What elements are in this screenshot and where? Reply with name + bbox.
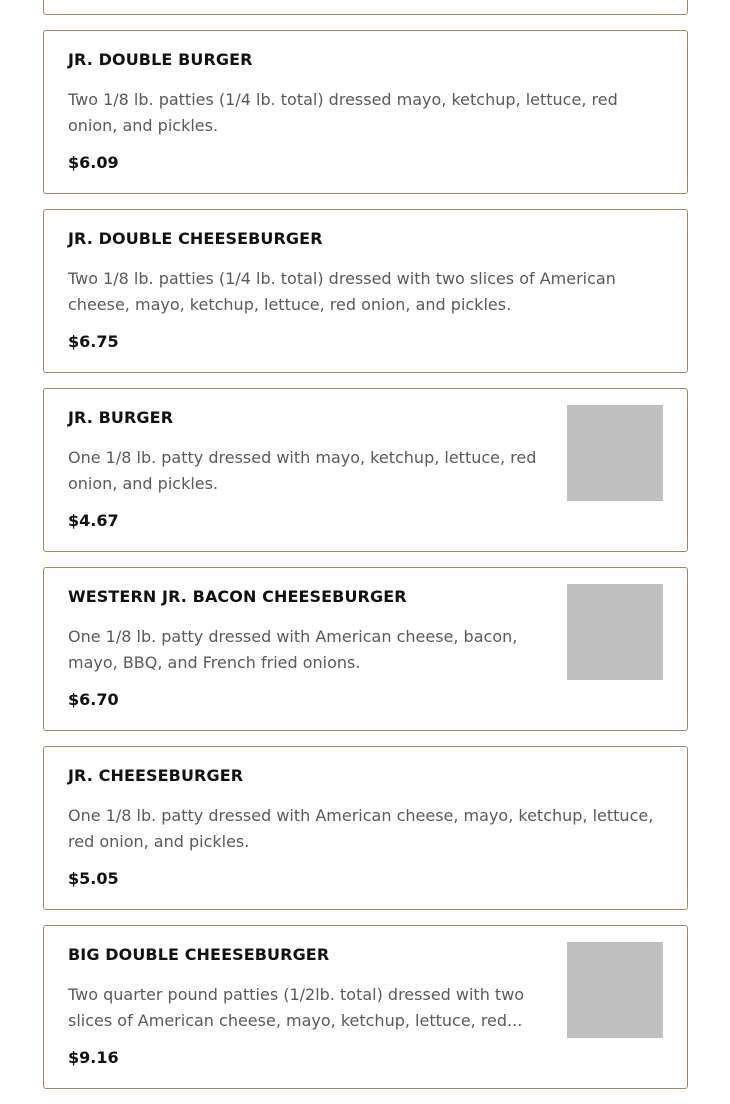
menu-item-image[interactable]	[567, 584, 663, 680]
menu-item-price: $6.75	[68, 332, 119, 351]
menu-item-card[interactable]	[43, 925, 688, 1089]
menu-item-body	[68, 228, 663, 353]
menu-item-name: WESTERN JR. BACON CHEESEBURGER	[68, 587, 407, 606]
menu-item-name: JR. CHEESEBURGER	[68, 766, 244, 785]
menu-item-image[interactable]	[567, 405, 663, 501]
menu-item-name: JR. BURGER	[68, 408, 174, 427]
menu-item-description: Two quarter pound patties (1/2lb. total) dressed with two slices of American cheese, mayo, ketchup, lettuce, red...	[68, 985, 525, 1030]
menu-item-name: JR. DOUBLE CHEESEBURGER	[68, 229, 323, 248]
menu-item-description: One 1/8 lb. patty dressed with American cheese, bacon, mayo, BBQ, and French fried onions.	[68, 627, 518, 672]
menu-item-price: $6.09	[68, 153, 119, 172]
menu-item-description: Two 1/8 lb. patties (1/4 lb. total) dressed with two slices of American cheese, mayo, ketchup, lettuce, red onion, and pickles.	[68, 269, 616, 314]
menu-item-name: JR. DOUBLE BURGER	[68, 50, 253, 69]
menu-item-card[interactable]	[43, 0, 688, 15]
menu-item-body	[68, 407, 547, 532]
menu-item-description: One 1/8 lb. patty dressed with American cheese, mayo, ketchup, lettuce, red onion, and pickles.	[68, 806, 654, 851]
menu-item-body	[68, 586, 547, 711]
menu-item-body	[68, 765, 663, 890]
menu-item-card[interactable]	[43, 746, 688, 910]
menu-item-image[interactable]	[567, 942, 663, 1038]
menu-item-list	[43, 0, 688, 1104]
menu-item-card[interactable]	[43, 388, 688, 552]
menu-item-price: $6.70	[68, 690, 119, 709]
menu-item-name: BIG DOUBLE CHEESEBURGER	[68, 945, 330, 964]
menu-item-price: $5.05	[68, 869, 119, 888]
menu-item-description: Two 1/8 lb. patties (1/4 lb. total) dressed mayo, ketchup, lettuce, red onion, and pickles.	[68, 90, 618, 135]
menu-item-body	[68, 944, 547, 1069]
menu-item-body	[68, 49, 663, 174]
menu-item-price: $9.16	[68, 1048, 119, 1067]
menu-item-card[interactable]	[43, 209, 688, 373]
menu-item-card[interactable]	[43, 30, 688, 194]
menu-item-description: One 1/8 lb. patty dressed with mayo, ketchup, lettuce, red onion, and pickles.	[68, 448, 537, 493]
menu-item-card[interactable]	[43, 567, 688, 731]
menu-item-price: $4.67	[68, 511, 119, 530]
